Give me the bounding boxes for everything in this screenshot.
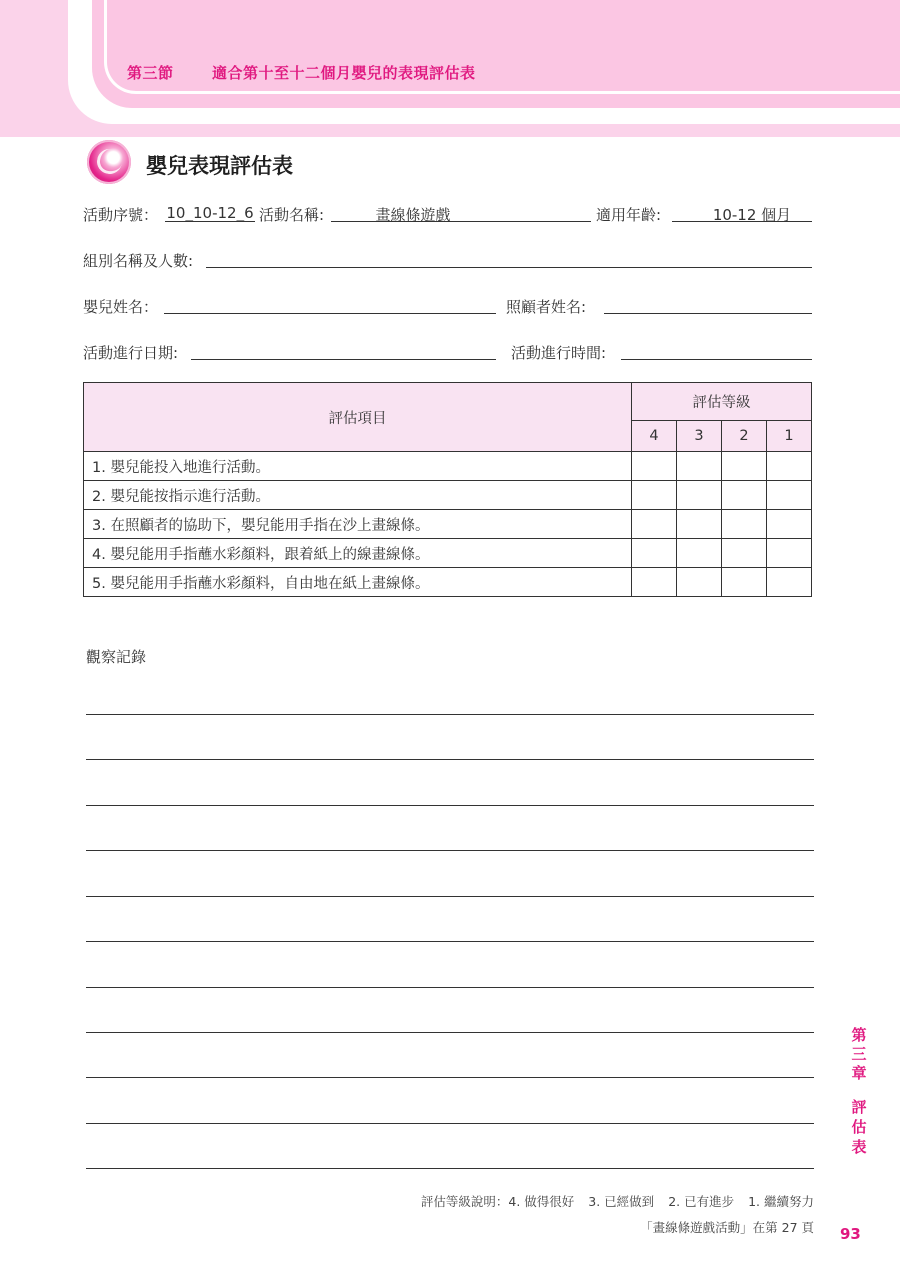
side-chapter-label — [848, 1026, 870, 1083]
activity-name-field[interactable] — [331, 204, 591, 222]
grade-cell-2[interactable] — [722, 510, 767, 539]
side-form-char: 表 — [851, 1138, 867, 1156]
grade-cell-2[interactable] — [722, 481, 767, 510]
grade-cell-1[interactable] — [767, 568, 812, 597]
grade-cell-4[interactable] — [632, 539, 677, 568]
grade-4-header: 4 — [632, 420, 677, 451]
age-field[interactable] — [672, 204, 812, 222]
group-field[interactable] — [206, 250, 812, 268]
date-label: 活動進行日期: — [83, 344, 179, 362]
activity-no-label: 活動序號： — [83, 206, 159, 224]
baby-name-field[interactable] — [164, 296, 496, 314]
page-number: 93 — [840, 1225, 861, 1243]
observation-line[interactable] — [86, 1032, 814, 1033]
baby-name-label: 嬰兒姓名： — [83, 298, 159, 316]
caregiver-field[interactable] — [604, 296, 812, 314]
grade-cell-3[interactable] — [677, 539, 722, 568]
legend-item: 4. 做得很好 — [508, 1194, 575, 1209]
grade-cell-4[interactable] — [632, 481, 677, 510]
date-field[interactable] — [191, 342, 496, 360]
age-label: 適用年齡: — [596, 206, 662, 224]
side-chapter-char: 章 — [851, 1064, 867, 1082]
grade-1-header: 1 — [767, 420, 812, 451]
observation-line[interactable] — [86, 1123, 814, 1124]
table-row — [84, 452, 812, 481]
grade-cell-3[interactable] — [677, 568, 722, 597]
time-field[interactable] — [621, 342, 812, 360]
field-row-datetime — [83, 342, 812, 362]
grade-2-header: 2 — [722, 420, 767, 451]
side-form-char: 評 — [851, 1098, 867, 1116]
section-title: 適合第十至十二個月嬰兒的表現評估表 — [212, 64, 476, 82]
assessment-item-header: 評估項目 — [84, 383, 632, 452]
observation-line[interactable] — [86, 805, 814, 806]
table-row — [84, 568, 812, 597]
activity-no-value: 10_10-12_6 — [166, 204, 254, 222]
assessment-table — [83, 382, 812, 597]
grade-header: 評估等級 — [632, 383, 812, 421]
legend-item: 1. 繼續努力 — [748, 1194, 814, 1209]
observation-line[interactable] — [86, 941, 814, 942]
side-chapter-char: 第 — [851, 1026, 867, 1044]
grade-cell-1[interactable] — [767, 539, 812, 568]
page-reference: 「畫線條遊戲活動」在第 27 頁 — [640, 1220, 814, 1235]
group-label: 組別名稱及人數: — [83, 252, 194, 270]
time-label: 活動進行時間: — [511, 344, 607, 362]
field-row-names — [83, 296, 812, 316]
grade-cell-3[interactable] — [677, 452, 722, 481]
legend-item: 2. 已有進步 — [668, 1194, 735, 1209]
grade-cell-1[interactable] — [767, 481, 812, 510]
side-form-char: 估 — [851, 1118, 867, 1136]
grade-cell-4[interactable] — [632, 568, 677, 597]
field-row-activity — [83, 204, 812, 224]
observation-line[interactable] — [86, 1168, 814, 1169]
assessment-item: 5. 嬰兒能用手指蘸水彩顏料，自由地在紙上畫線條。 — [84, 568, 632, 597]
observation-line[interactable] — [86, 896, 814, 897]
grade-cell-2[interactable] — [722, 452, 767, 481]
side-form-label — [848, 1097, 870, 1157]
activity-name-label: 活動名稱: — [259, 206, 325, 224]
assessment-item: 1. 嬰兒能投入地進行活動。 — [84, 452, 632, 481]
age-value: 10-12 個月 — [712, 206, 792, 224]
caregiver-label: 照顧者姓名: — [506, 298, 587, 316]
observation-line[interactable] — [86, 1077, 814, 1078]
assessment-item: 2. 嬰兒能按指示進行活動。 — [84, 481, 632, 510]
activity-no-field[interactable] — [165, 204, 255, 222]
observation-line[interactable] — [86, 850, 814, 851]
observation-line[interactable] — [86, 987, 814, 988]
legend-item: 3. 已經做到 — [588, 1194, 655, 1209]
assessment-item: 4. 嬰兒能用手指蘸水彩顏料，跟着紙上的線畫線條。 — [84, 539, 632, 568]
grade-cell-4[interactable] — [632, 510, 677, 539]
activity-name-value: 畫線條遊戲 — [375, 206, 451, 224]
grade-cell-3[interactable] — [677, 510, 722, 539]
observation-line[interactable] — [86, 759, 814, 760]
observation-title: 觀察記錄 — [86, 648, 147, 666]
grade-cell-2[interactable] — [722, 539, 767, 568]
observation-line[interactable] — [86, 714, 814, 715]
side-chapter-char: 三 — [851, 1045, 867, 1063]
legend-label: 評估等級說明： — [420, 1194, 509, 1209]
grade-cell-1[interactable] — [767, 510, 812, 539]
grade-cell-3[interactable] — [677, 481, 722, 510]
grade-legend — [421, 1192, 814, 1210]
field-row-group — [83, 250, 812, 270]
grade-cell-1[interactable] — [767, 452, 812, 481]
section-label: 第三節 — [127, 64, 174, 82]
table-row — [84, 510, 812, 539]
form-title: 嬰兒表現評估表 — [146, 154, 293, 178]
assessment-item: 3. 在照顧者的協助下，嬰兒能用手指在沙上畫線條。 — [84, 510, 632, 539]
grade-3-header: 3 — [677, 420, 722, 451]
table-row — [84, 481, 812, 510]
grade-cell-4[interactable] — [632, 452, 677, 481]
table-row — [84, 539, 812, 568]
pink-circle-icon — [87, 140, 131, 184]
grade-cell-2[interactable] — [722, 568, 767, 597]
